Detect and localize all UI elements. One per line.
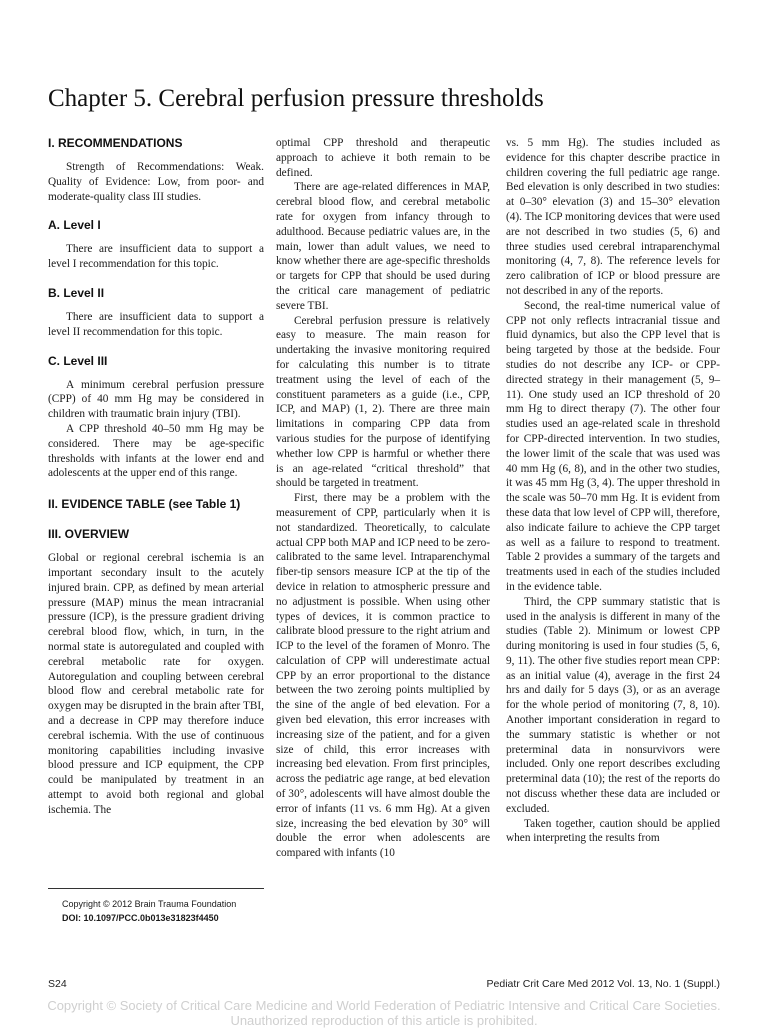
column-3: [506, 136, 720, 846]
journal-citation: Pediatr Crit Care Med 2012 Vol. 13, No. 1 (Suppl.): [486, 978, 720, 990]
copyright-line: Copyright © 2012 Brain Trauma Foundation: [62, 899, 237, 909]
page-number: S24: [48, 978, 67, 990]
level-2-text: There are insufficient data to support a level II recommendation for this topic.: [48, 310, 264, 338]
col3-paragraph-1: vs. 5 mm Hg). The studies included as evidence for this chapter describe practice in children covering the full pediatric age range. Bed elevation is only described in two studies: at 0–30° elevation (3) and 15–30° elevation (4). The ICP monitoring devices that were used are not described in two studies (5, 6) and three studies used cerebral intraparenchymal monitoring (4, 7, 8). The reference levels for zero calibration of ICP or blood pressure are not described in any of the reports.: [506, 137, 720, 297]
watermark-line-1: Copyright © Society of Critical Care Medicine and World Federation of Pediatric Intensive and Critical Care Societies.: [47, 998, 721, 1013]
heading-level-3: C. Level III: [48, 353, 108, 368]
col2-paragraph-1: optimal CPP threshold and therapeutic approach to achieve it both remain to be defined.: [276, 137, 490, 179]
col2-paragraph-3: Cerebral perfusion pressure is relatively easy to measure. The main reason for undertaking the invasive monitoring required for calculating this number is to titrate treatment using the level of each of the constituent parameters as a guide (i.e., CPP, ICP, and MAP) (1, 2). There are three main limitations in comparing CPP data from various studies for the purpose of identifying whether low CPP is harmful or whether there is an age-related “critical threshold” that should be targeted in treatment.: [276, 314, 490, 490]
section-heading-overview: III. OVERVIEW: [48, 527, 130, 542]
doi-line: DOI: 10.1097/PCC.0b013e31823f4450: [62, 913, 219, 923]
level-3-paragraph-1: A minimum cerebral perfusion pressure (CPP) of 40 mm Hg may be considered in children with traumatic brain injury (TBI).: [48, 378, 264, 421]
page-footer: [48, 978, 720, 990]
column-2: [276, 136, 490, 861]
copyright-box: [48, 888, 264, 925]
level-3-paragraph-2: A CPP threshold 40–50 mm Hg may be considered. There may be age-specific thresholds with infants at the lower end and adolescents at the upper end of this range.: [48, 422, 264, 480]
chapter-title: Chapter 5. Cerebral perfusion pressure thresholds: [48, 85, 544, 112]
col3-paragraph-2: Second, the real-time numerical value of CPP not only reflects intracranial tissue and fluid dynamics, but also the CPP level that is being targeted by those at the bedside. Four studies do not describe any ICP- or CPP-directed strategy in their management (5, 9–11). One study used an ICP threshold of 20 mm Hg to direct therapy (7). The other four studies used an age-related scale in threshold for CPP-directed intervention. In two studies, the lower limit of the scale that was used was 40 mm Hg (6, 8), and in the other two studies, it was 45 mm Hg (3, 4). The upper threshold in the scale was 50–70 mm Hg. It is evident from these data that low level of CPP will, therefore, also indicate failure to achieve the CPP target as well as a failure to respond to treatment. Table 2 provides a summary of the targets and treatments used in each of the studies included in the evidence table.: [506, 299, 720, 593]
heading-level-1: A. Level I: [48, 218, 101, 233]
recommendation-strength: Strength of Recommendations: Weak. Quality of Evidence: Low, from poor- and moderate-quality class III studies.: [48, 161, 264, 203]
overview-paragraph-1: Global or regional cerebral ischemia is an important secondary insult to the acutely injured brain. CPP, as defined by mean arterial pressure (MAP) minus the mean intracranial pressure (ICP), is the pressure gradient driving cerebral blood flow, which, in turn, in the normal state is autoregulated and coupled with cerebral metabolic rate for oxygen. Autoregulation and coupling between cerebral blood flow and cerebral metabolic rate for oxygen may be disrupted in the brain after TBI, and a decrease in CPP may therefore induce cerebral ischemia. With the use of continuous monitoring capabilities including invasive blood pressure and ICP equipment, the CPP could be manipulated by treatment in an attempt to avoid both regional and global ischemia. The: [48, 552, 264, 816]
watermark-line-2: Unauthorized reproduction of this article is prohibited.: [230, 1013, 538, 1028]
col3-paragraph-3: Third, the CPP summary statistic that is used in the analysis is different in many of the studies (Table 2). Minimum or lowest CPP during monitoring is used in four studies (5, 6, 9, 11). The other five studies report mean CPP: as an initial value (4), average in the first 24 hrs and daily for 5 days (3), or as an average for the whole period of monitoring (7, 8, 10). Another important consideration in regard to the summary statistic is whether or not preterminal data in nonsurvivors were included. Only one report describes excluding preterminal data (10); the rest of the reports do not discuss whether these data are included or excluded.: [506, 595, 720, 815]
section-heading-recommendations: I. RECOMMENDATIONS: [48, 136, 183, 150]
col3-paragraph-4: Taken together, caution should be applied when interpreting the results from: [506, 817, 720, 845]
col2-paragraph-4: First, there may be a problem with the measurement of CPP, particularly when it is not standardized. Theoretically, to calculate actual CPP both MAP and ICP need to be zero-calibrated to the same level. Intraparenchymal fiber-tip sensors measure ICP at the tip of the device in relation to atmospheric pressure and no adjustment is possible. When using other types of devices, it is common practice to calibrate blood pressure to the right atrium and ICP to the level of the foramen of Monro. The calculation of CPP will underestimate actual CPP by an error proportional to the distance between the two zeroing points multiplied by the sine of the angle of bed elevation. For a given bed elevation, this error increases with increasing size of the patient, and for a given size of child, this error increases with increasing bed elevation. From first principles, across the pediatric age range, at bed elevation of 30°, adolescents will have almost double the error of infants (11 vs. 6 mm Hg). At a given size, increasing the bed elevation by 30° will double the error when adolescents are compared with infants (10: [276, 492, 490, 860]
column-1: [48, 136, 264, 818]
heading-level-2: B. Level II: [48, 285, 105, 300]
section-heading-evidence-table: II. EVIDENCE TABLE (see Table 1): [48, 497, 241, 512]
col2-paragraph-2: There are age-related differences in MAP, cerebral blood flow, and cerebral metabolic rate for oxygen from infancy through to adulthood. Because pediatric values are, in the main, lower than adult values, we need to know whether there are age-specific thresholds or targets for CPP that should be used during the critical care management of pediatric severe TBI.: [276, 181, 490, 312]
level-1-text: There are insufficient data to support a level I recommendation for this topic.: [48, 243, 264, 271]
